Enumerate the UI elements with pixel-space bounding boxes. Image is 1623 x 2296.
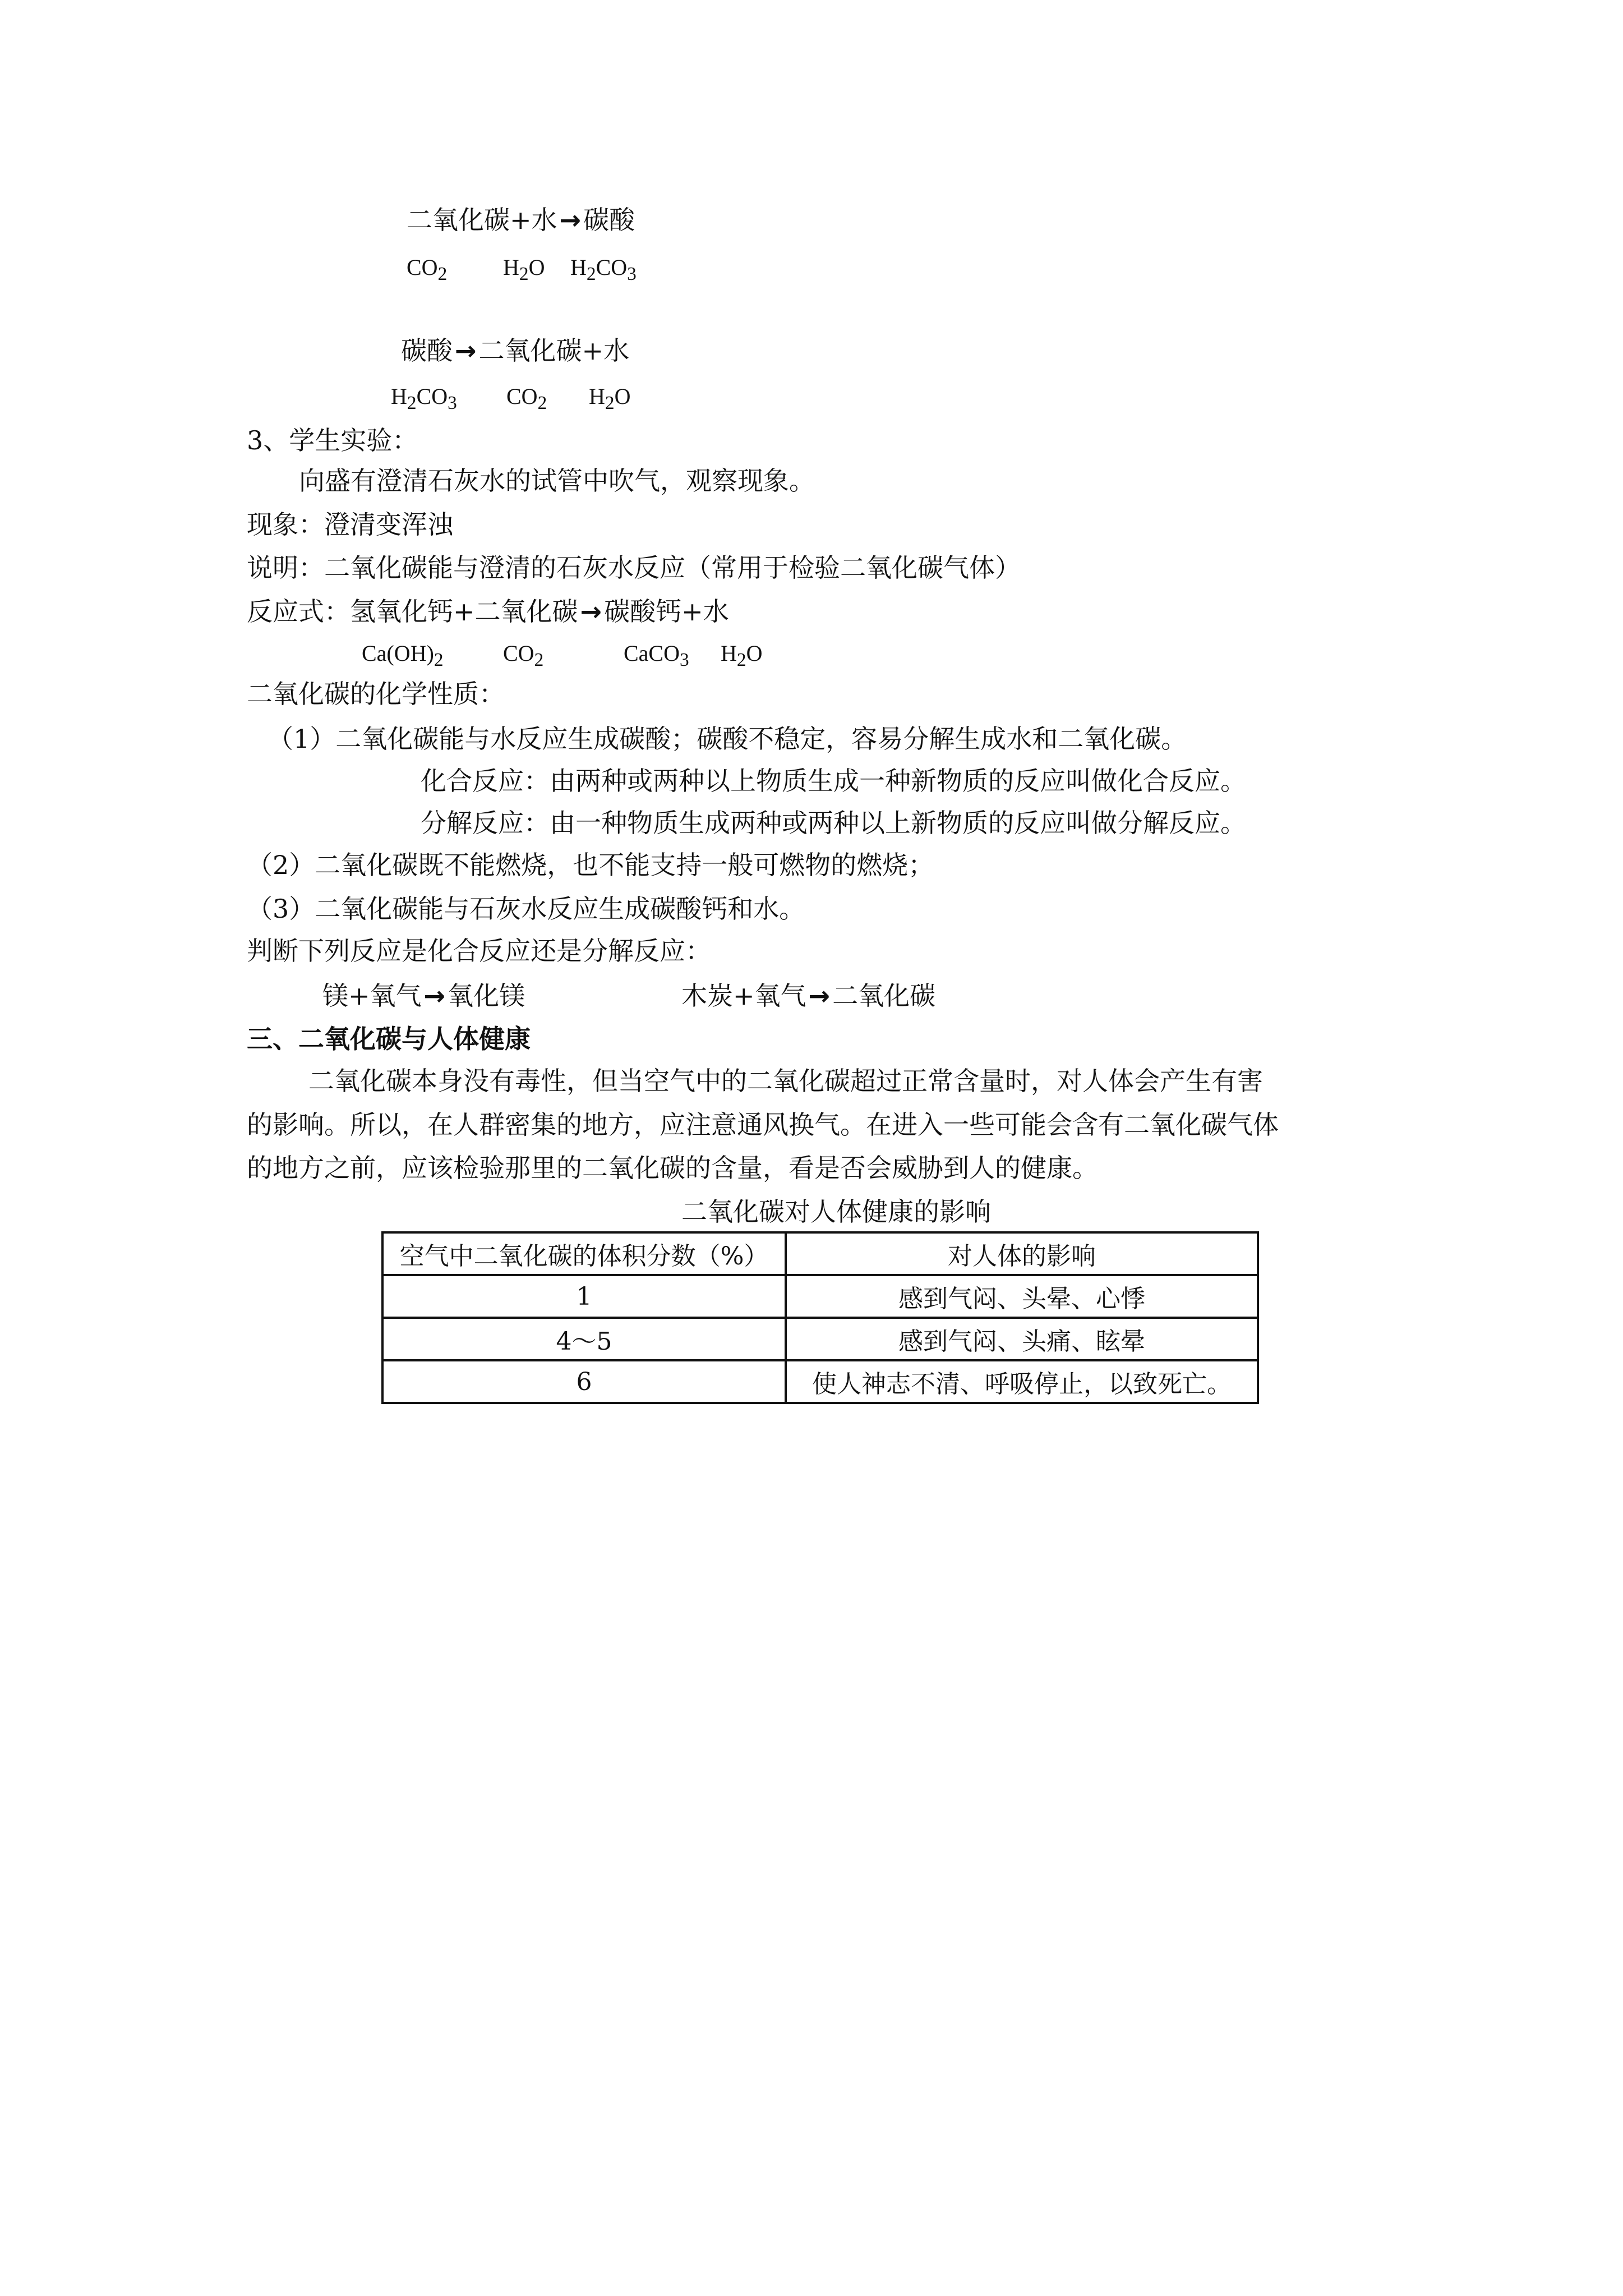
table-header-cell: 空气中二氧化碳的体积分数（%） bbox=[382, 1232, 786, 1275]
combination-definition: 化合反应：由两种或两种以上物质生成一种新物质的反应叫做化合反应。 bbox=[421, 766, 1246, 796]
formula-co2: $CO_2$ bbox=[407, 255, 448, 284]
table-row bbox=[382, 1275, 1258, 1318]
table-header-row bbox=[382, 1232, 1258, 1275]
table-cell: 1 bbox=[382, 1275, 786, 1318]
table-header-cell: 对人体的影响 bbox=[786, 1232, 1258, 1275]
formula-h2o: $H_2O$ bbox=[503, 255, 545, 284]
formula-co2: $CO_2$ bbox=[503, 641, 544, 670]
table-cell: 4～5 bbox=[382, 1318, 786, 1360]
formula-h2co3: $H_2CO_3$ bbox=[391, 384, 457, 413]
table-caption: 二氧化碳对人体健康的影响 bbox=[681, 1197, 991, 1227]
reaction-magnesium: 镁+氧气→氧化镁 bbox=[322, 981, 525, 1011]
properties-heading: 二氧化碳的化学性质： bbox=[247, 679, 505, 709]
equation-1: 二氧化碳+水→碳酸 bbox=[407, 205, 635, 235]
reaction-charcoal: 木炭+氧气→二氧化碳 bbox=[681, 981, 936, 1011]
paragraph-line: 的地方之前，应该检验那里的二氧化碳的含量，看是否会威胁到人的健康。 bbox=[247, 1153, 1098, 1183]
formula-caco3: CaCO$_3$ bbox=[624, 641, 689, 670]
formula-h2o: $H_2O$ bbox=[589, 384, 631, 413]
formula-co2: $CO_2$ bbox=[506, 384, 547, 413]
table-row bbox=[382, 1360, 1258, 1403]
formula-h2o: $H_2O$ bbox=[721, 641, 763, 670]
health-effects-table bbox=[381, 1231, 1259, 1404]
property-2: （2）二氧化碳既不能燃烧，也不能支持一般可燃物的燃烧； bbox=[247, 850, 934, 880]
formula-caoh2: $Ca(OH)_2$ bbox=[362, 641, 444, 670]
arrow-icon: → bbox=[423, 981, 446, 1011]
table-row bbox=[382, 1318, 1258, 1360]
formula-h2co3: $H_2CO_3$ bbox=[570, 255, 637, 284]
paragraph-line: 二氧化碳本身没有毒性，但当空气中的二氧化碳超过正常含量时，对人体会产生有害 bbox=[308, 1066, 1263, 1096]
table-cell: 6 bbox=[382, 1360, 786, 1403]
decomposition-definition: 分解反应：由一种物质生成两种或两种以上新物质的反应叫做分解反应。 bbox=[421, 808, 1246, 838]
explanation-text: 说明：二氧化碳能与澄清的石灰水反应（常用于检验二氧化碳气体） bbox=[247, 553, 1021, 583]
table-cell: 使人神志不清、呼吸停止，以致死亡。 bbox=[786, 1360, 1258, 1403]
section-heading-health: 三、二氧化碳与人体健康 bbox=[247, 1024, 531, 1054]
table-cell: 感到气闷、头晕、心悸 bbox=[786, 1275, 1258, 1318]
experiment-text: 向盛有澄清石灰水的试管中吹气，观察现象。 bbox=[299, 466, 815, 496]
judge-prompt: 判断下列反应是化合反应还是分解反应： bbox=[247, 936, 711, 966]
property-3: （3）二氧化碳能与石灰水反应生成碳酸钙和水。 bbox=[247, 894, 805, 924]
observation-text: 现象：澄清变浑浊 bbox=[247, 509, 453, 540]
property-1: （1）二氧化碳能与水反应生成碳酸；碳酸不稳定，容易分解生成水和二氧化碳。 bbox=[268, 724, 1187, 754]
arrow-icon: → bbox=[808, 981, 831, 1011]
equation-2: 碳酸→二氧化碳+水 bbox=[401, 335, 630, 366]
reaction-equation: 反应式：氢氧化钙+二氧化碳→碳酸钙+水 bbox=[247, 596, 729, 627]
table-cell: 感到气闷、头痛、眩晕 bbox=[786, 1318, 1258, 1360]
arrow-icon: → bbox=[580, 596, 602, 627]
paragraph-line: 的影响。所以，在人群密集的地方，应注意通风换气。在进入一些可能会含有二氧化碳气体 bbox=[247, 1110, 1279, 1140]
arrow-icon: → bbox=[455, 335, 477, 366]
arrow-icon: → bbox=[559, 205, 582, 235]
section-3-heading: 3、学生实验： bbox=[247, 425, 418, 455]
